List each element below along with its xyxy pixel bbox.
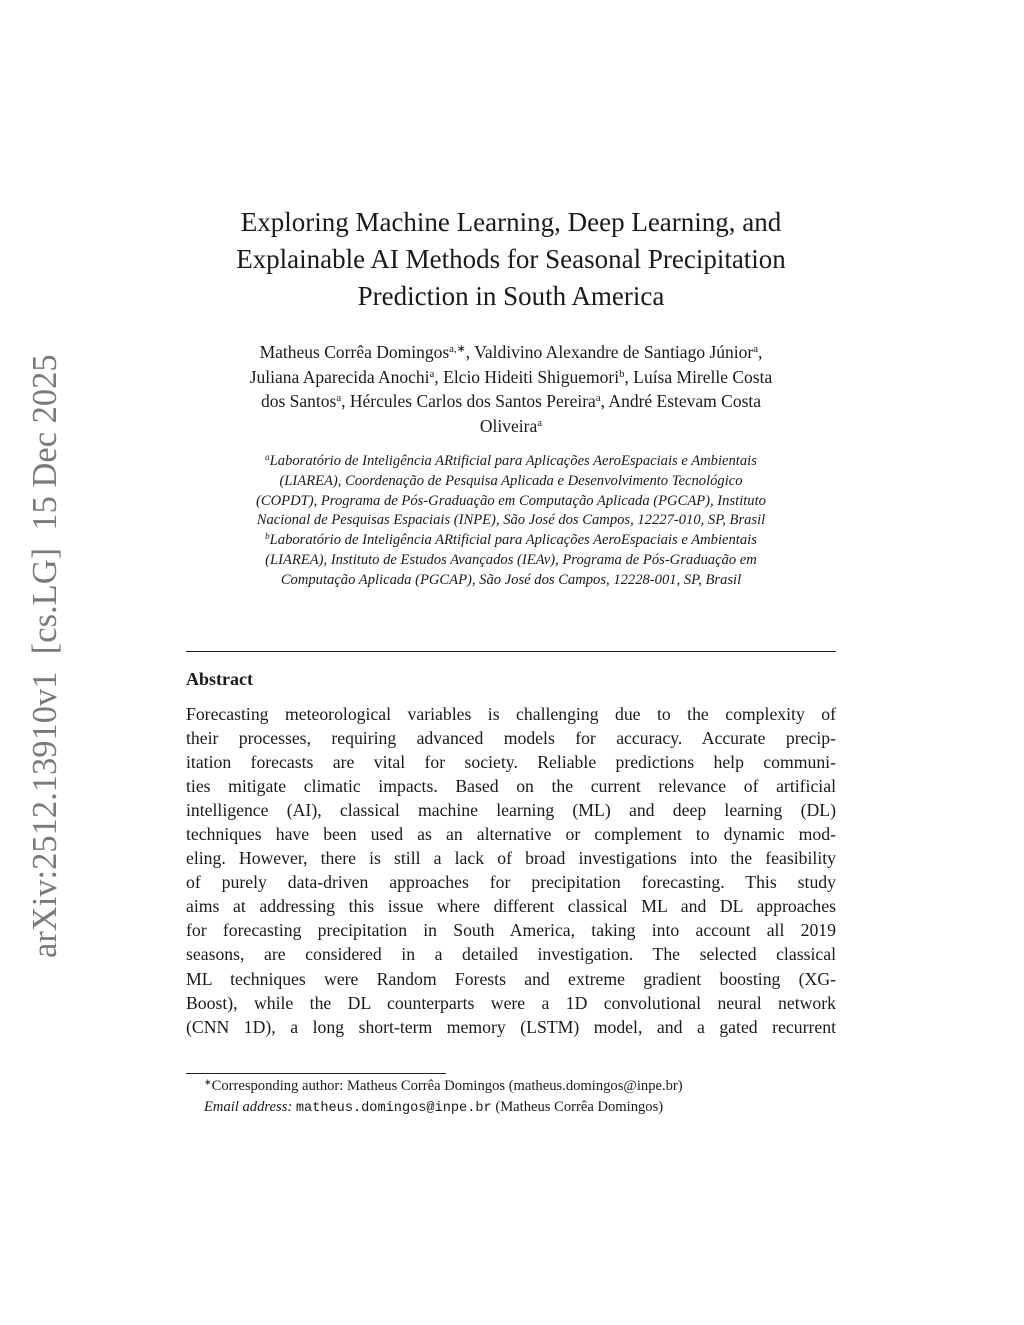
author-name: , Elcio Hideiti Shiguemori (434, 366, 620, 387)
abstract-line: intelligence (AI), classical machine learning (ML) and deep learning (DL) (186, 800, 836, 821)
affiliation-marker: a (336, 392, 342, 405)
abstract-line: Boost), while the DL counterparts were a 1D convolutional neural network (186, 992, 836, 1013)
corresponding-author-note (186, 1076, 836, 1097)
affiliation-line: (LIAREA), Instituto de Estudos Avançados (IEAv), Programa de Pós-Graduação em (265, 551, 757, 568)
affiliation-line (186, 452, 836, 472)
affiliation-marker: a,∗ (449, 343, 466, 356)
abstract-line: aims at addressing this issue where different classical ML and DL approaches (186, 896, 836, 917)
author-name: Oliveira (479, 415, 538, 436)
footnote-marker: ∗ (204, 1077, 212, 1088)
corresponding-author-text: Corresponding author: Matheus Corrêa Domingos (matheus.domingos@inpe.br) (211, 1078, 683, 1094)
section-divider (186, 651, 836, 652)
abstract-line: for forecasting precipitation in South America, taking into account all 2019 (186, 920, 836, 941)
author-line (186, 414, 836, 439)
abstract-line: (CNN 1D), a long short-term memory (LSTM) model, and a gated recurrent (186, 1016, 836, 1037)
author-separator: , (758, 342, 763, 362)
abstract-line: their processes, requiring advanced models for accuracy. Accurate precip- (186, 728, 836, 749)
author-line (186, 365, 836, 390)
affiliation-marker: a (595, 392, 601, 405)
abstract-line: itation forecasts are vital for society. Reliable predictions help communi- (186, 752, 836, 773)
author-name: , Hércules Carlos dos Santos Pereira (341, 391, 596, 411)
email-note (186, 1097, 836, 1119)
email-link[interactable]: matheus.domingos@inpe.br (295, 1101, 492, 1116)
affiliation-marker: a (753, 343, 759, 356)
author-name: , Valdivino Alexandre de Santiago Júnior (465, 342, 754, 362)
abstract-line: seasons, are considered in a detailed investigation. The selected classical (186, 944, 836, 965)
footnote-rule (186, 1073, 446, 1074)
author-line (186, 340, 836, 365)
author-line (186, 389, 836, 414)
abstract-heading: Abstract (186, 669, 253, 689)
email-owner: (Matheus Corrêa Domingos) (495, 1099, 664, 1115)
title-line: Exploring Machine Learning, Deep Learning, and (240, 207, 782, 237)
title-line: Prediction in South America (357, 281, 665, 311)
author-name: , André Estevam Costa (600, 391, 762, 411)
title-line: Explainable AI Methods for Seasonal Precipitation (236, 244, 786, 274)
abstract-body (186, 702, 836, 1039)
affiliations (186, 452, 836, 591)
affiliation-line: Nacional de Pesquisas Espaciais (INPE), São José dos Campos, 12227-010, SP, Brasil (256, 512, 766, 529)
affiliation-marker: a (429, 367, 435, 380)
affiliation-line: Computação Aplicada (PGCAP), São José dos Campos, 12228-001, SP, Brasil (280, 571, 742, 588)
abstract-line: ties mitigate climatic impacts. Based on the current relevance of artificial (186, 776, 836, 797)
affiliation-line: (COPDT), Programa de Pós-Graduação em Computação Aplicada (PGCAP), Instituto (256, 492, 766, 509)
abstract-line: Forecasting meteorological variables is challenging due to the complexity of (186, 704, 836, 724)
abstract-line: eling. However, there is still a lack of broad investigations into the feasibility (186, 848, 836, 869)
arxiv-identifier: arXiv:2512.13910v1 [cs.LG] 15 Dec 2025 (26, 354, 64, 958)
paper-title (186, 204, 836, 315)
author-name: Matheus Corrêa Domingos (259, 342, 450, 362)
abstract-line: techniques have been used as an alternative or complement to dynamic mod- (186, 824, 836, 845)
author-name: dos Santos (260, 391, 337, 411)
affiliation-line: (LIAREA), Coordenação de Pesquisa Aplicada e Desenvolvimento Tecnológico (279, 472, 743, 489)
author-name: Juliana Aparecida Anochi (249, 366, 430, 387)
affiliation-marker: a (537, 416, 543, 429)
author-name: , Luísa Mirelle Costa (624, 366, 773, 387)
abstract-line: of purely data-driven approaches for precipitation forecasting. This study (186, 872, 836, 893)
affiliation-marker: b (619, 367, 625, 380)
affiliation-text: Laboratório de Inteligência ARtificial para Aplicações AeroEspaciais e Ambientais (269, 453, 757, 469)
affiliation-marker: b (265, 531, 270, 542)
author-list (186, 340, 836, 438)
affiliation-text: Laboratório de Inteligência ARtificial para Aplicações AeroEspaciais e Ambientais (269, 532, 757, 549)
affiliation-line (186, 531, 836, 551)
affiliation-marker: a (265, 452, 270, 463)
abstract-line: ML techniques were Random Forests and extreme gradient boosting (XG- (186, 968, 836, 989)
footnote (186, 1076, 836, 1119)
email-label: Email address: (204, 1099, 293, 1115)
